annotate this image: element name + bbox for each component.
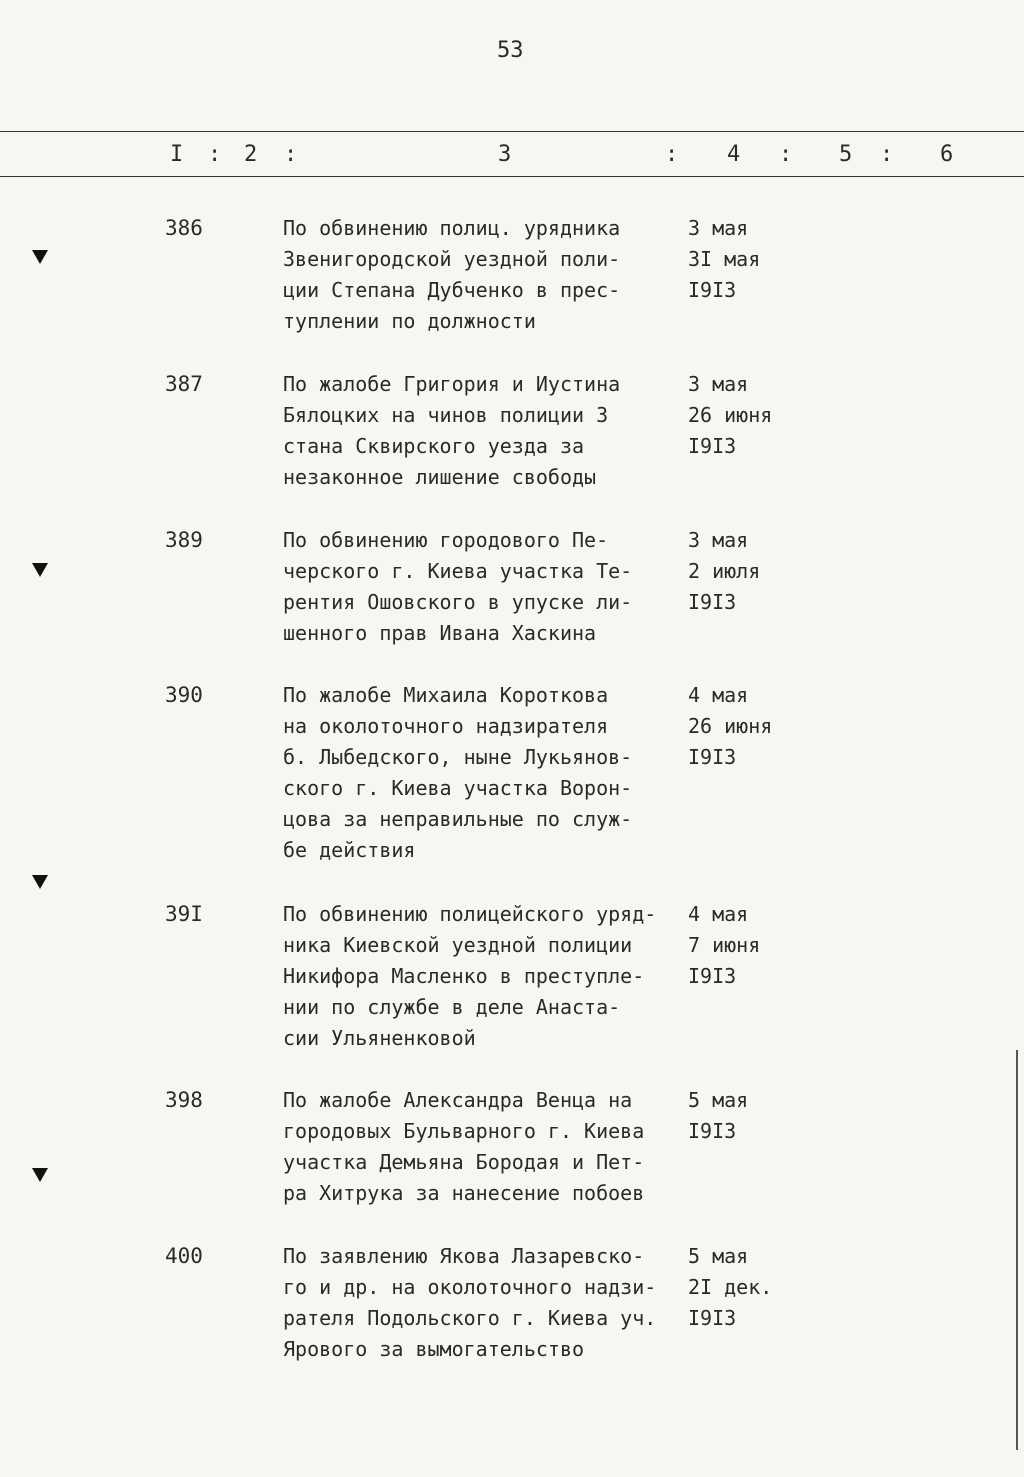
description-line: туплении по должности xyxy=(283,309,536,333)
record-number: 386 xyxy=(165,216,203,240)
record-dates xyxy=(688,369,808,462)
description-line: на околоточного надзирателя xyxy=(283,714,609,738)
date-line: 3 мая xyxy=(688,528,749,552)
description-line: По жалобе Григория и Иустина xyxy=(283,372,621,396)
date-line: 3 мая xyxy=(688,372,749,396)
description-line: По обвинению полицейского уряд- xyxy=(283,902,657,926)
column-header-3: 3 xyxy=(498,142,512,167)
header-top-rule xyxy=(0,131,1024,132)
description-line: нии по службе в деле Анаста- xyxy=(283,995,621,1019)
column-separator: : xyxy=(880,142,894,167)
record-description xyxy=(283,213,683,337)
record-description xyxy=(283,680,683,866)
record-dates xyxy=(688,1241,808,1334)
description-line: шенного прав Ивана Хаскина xyxy=(283,621,597,645)
binding-hole-mark xyxy=(32,1168,48,1182)
header-bottom-rule xyxy=(0,176,1024,177)
record-description xyxy=(283,899,683,1054)
description-line: По жалобе Михаила Короткова xyxy=(283,683,609,707)
record-number: 39I xyxy=(165,902,203,926)
date-line: 3I мая xyxy=(688,247,761,271)
description-line: По заявлению Якова Лазаревско- xyxy=(283,1244,645,1268)
description-line: ского г. Киева участка Ворон- xyxy=(283,776,633,800)
date-line: I9I3 xyxy=(688,434,737,458)
column-separator: : xyxy=(779,142,793,167)
description-line: ции Степана Дубченко в прес- xyxy=(283,278,621,302)
date-line: 5 мая xyxy=(688,1244,749,1268)
description-line: рателя Подольского г. Киева уч. xyxy=(283,1306,657,1330)
description-line: сии Ульяненковой xyxy=(283,1026,476,1050)
page-number: 53 xyxy=(497,38,524,63)
record-dates xyxy=(688,525,808,618)
date-line: 4 мая xyxy=(688,683,749,707)
record-dates xyxy=(688,680,808,773)
description-line: Ярового за вымогательство xyxy=(283,1337,585,1361)
column-header-6: 6 xyxy=(940,142,954,167)
description-line: стана Сквирского уезда за xyxy=(283,434,585,458)
date-line: 5 мая xyxy=(688,1088,749,1112)
record-description xyxy=(283,1241,683,1365)
column-header-1: I xyxy=(170,142,184,167)
record-number: 400 xyxy=(165,1244,203,1268)
date-line: I9I3 xyxy=(688,278,737,302)
description-line: участка Демьяна Бородая и Пет- xyxy=(283,1150,645,1174)
record-dates xyxy=(688,1085,808,1147)
description-line: го и др. на околоточного надзи- xyxy=(283,1275,657,1299)
date-line: I9I3 xyxy=(688,1306,737,1330)
description-line: ника Киевской уездной полиции xyxy=(283,933,633,957)
description-line: б. Лыбедского, ныне Лукьянов- xyxy=(283,745,633,769)
record-description xyxy=(283,369,683,493)
date-line: 4 мая xyxy=(688,902,749,926)
description-line: Бялоцких на чинов полиции 3 xyxy=(283,403,609,427)
date-line: I9I3 xyxy=(688,1119,737,1143)
column-header-4: 4 xyxy=(727,142,741,167)
record-dates xyxy=(688,899,808,992)
description-line: черского г. Киева участка Те- xyxy=(283,559,633,583)
binding-hole-mark xyxy=(32,875,48,889)
date-line: 26 июня xyxy=(688,403,773,427)
column-header-5: 5 xyxy=(839,142,853,167)
record-description xyxy=(283,525,683,649)
description-line: По жалобе Александра Венца на xyxy=(283,1088,633,1112)
date-line: 2 июля xyxy=(688,559,761,583)
date-line: I9I3 xyxy=(688,964,737,988)
description-line: бе действия xyxy=(283,838,416,862)
record-number: 387 xyxy=(165,372,203,396)
record-dates xyxy=(688,213,808,306)
date-line: 26 июня xyxy=(688,714,773,738)
date-line: 2I дек. xyxy=(688,1275,773,1299)
record-number: 398 xyxy=(165,1088,203,1112)
date-line: I9I3 xyxy=(688,590,737,614)
binding-hole-mark xyxy=(32,563,48,577)
description-line: цова за неправильные по служ- xyxy=(283,807,633,831)
column-separator: : xyxy=(665,142,679,167)
description-line: По обвинению полиц. урядника xyxy=(283,216,621,240)
page-edge-line xyxy=(1016,1050,1018,1450)
description-line: рентия Ошовского в упуске ли- xyxy=(283,590,633,614)
date-line: 7 июня xyxy=(688,933,761,957)
column-separator: : xyxy=(284,142,298,167)
column-header-2: 2 xyxy=(244,142,258,167)
description-line: Звенигородской уездной поли- xyxy=(283,247,621,271)
date-line: 3 мая xyxy=(688,216,749,240)
description-line: Никифора Масленко в преступле- xyxy=(283,964,645,988)
description-line: незаконное лишение свободы xyxy=(283,465,597,489)
record-number: 389 xyxy=(165,528,203,552)
record-number: 390 xyxy=(165,683,203,707)
description-line: По обвинению городового Пе- xyxy=(283,528,609,552)
description-line: ра Хитрука за нанесение побоев xyxy=(283,1181,645,1205)
description-line: городовых Бульварного г. Киева xyxy=(283,1119,645,1143)
binding-hole-mark xyxy=(32,250,48,264)
date-line: I9I3 xyxy=(688,745,737,769)
record-description xyxy=(283,1085,683,1209)
column-separator: : xyxy=(208,142,222,167)
